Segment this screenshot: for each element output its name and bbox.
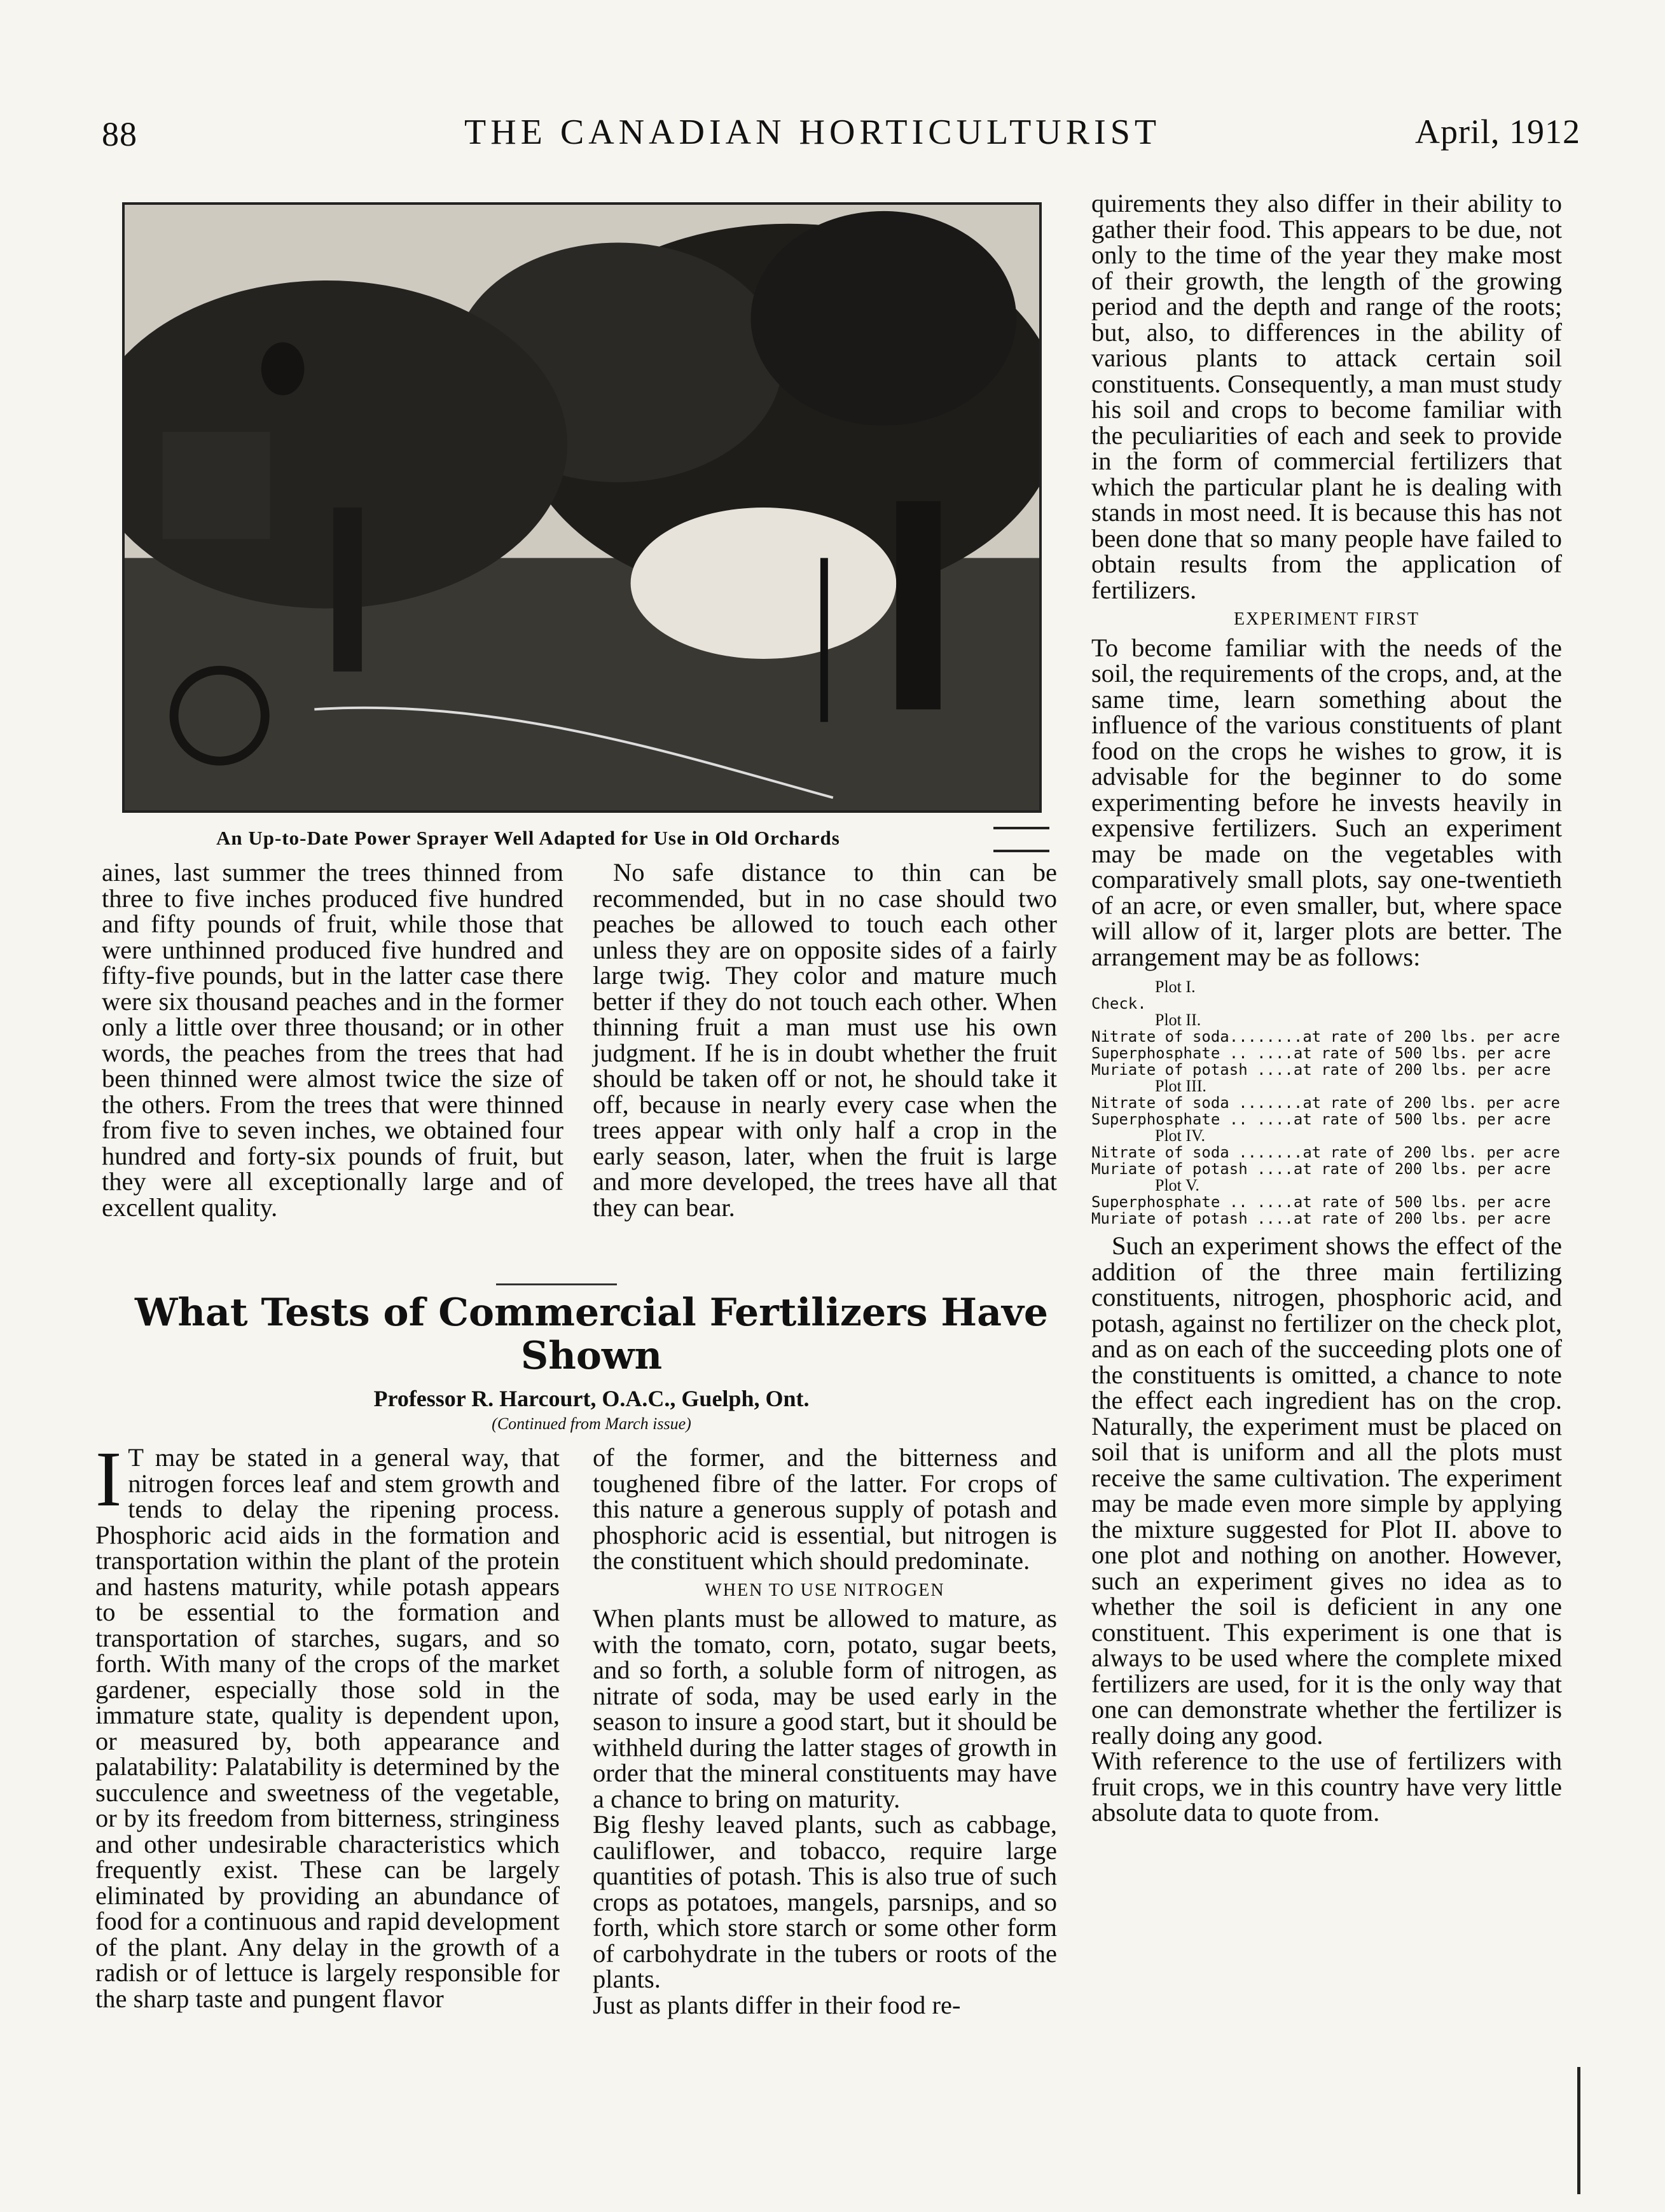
issue-date: April, 1912 bbox=[1415, 113, 1580, 151]
photo-caption: An Up-to-Date Power Sprayer Well Adapted for Use in Old Orchards bbox=[216, 827, 840, 849]
plot-label: Plot IV. bbox=[1155, 1126, 1205, 1145]
subhead-when-to-use-nitrogen: WHEN TO USE NITROGEN bbox=[705, 1580, 945, 1600]
article-title: What Tests of Commercial Fertilizers Have Shown bbox=[134, 1290, 1049, 1378]
orchard-photo-icon bbox=[125, 205, 1039, 810]
col2-para-2: When plants must be allowed to mature, as with the tomato, corn, potato, sugar beets, and so forth, a soluble form of nitrogen, as nitrate of soda, may be used early in the season to insure a good start, but it should be withheld during the latter stages of growth in order that the mineral constituents may have a chance to bring on maturity. bbox=[593, 1604, 1057, 1813]
plot-label: Plot I. bbox=[1155, 978, 1196, 996]
plot-row: Nitrate of soda .......at rate of 200 lbs. per acre bbox=[1091, 1094, 1560, 1112]
journal-title: THE CANADIAN HORTICULTURIST bbox=[464, 113, 1161, 152]
prev-article-col1 bbox=[102, 860, 563, 1220]
plot-row: Muriate of potash ....at rate of 200 lbs. per acre bbox=[1091, 1210, 1551, 1227]
plot-4 bbox=[1091, 1128, 1562, 1177]
engraver-mark-icon bbox=[993, 827, 1049, 852]
margin-bar bbox=[1577, 2067, 1580, 2194]
drop-cap: I bbox=[95, 1435, 122, 1523]
plot-row: Check. bbox=[1091, 995, 1147, 1013]
plot-row: Superphosphate .. ....at rate of 500 lbs. per acre bbox=[1091, 1044, 1551, 1062]
prev-col2-text: No safe distance to thin can be recommended, but in no case should two peaches be allowed to touch each other unless they are on opposite sides of a fairly large twig. They color and mature much better if they do not touch each other. When thinning fruit a man must use his own judgment. If he is in doubt whether the fruit should be taken off or not, he should take it off, because in nearly every case when the trees appear with only half a crop in the early season, later, when the fruit is large and more developed, the trees have all that they can bear. bbox=[593, 858, 1057, 1222]
subhead-experiment-first: EXPERIMENT FIRST bbox=[1233, 609, 1420, 629]
plot-label: Plot II. bbox=[1155, 1011, 1201, 1029]
col2-para-4: Just as plants differ in their food re- bbox=[593, 1990, 961, 2019]
col2-para-3: Big fleshy leaved plants, such as cabbage, cauliflower, and tobacco, require large quantities of potash. This is also true of such crops as potatoes, mangels, parsnips, and so forth, which store starch or some other form of carbohydrate in the tubers or roots of the plants. bbox=[593, 1810, 1057, 1993]
continued-note: (Continued from March issue) bbox=[492, 1414, 691, 1433]
section-divider bbox=[496, 1283, 617, 1285]
article-col2 bbox=[593, 1445, 1057, 2018]
col3-para-1: quirements they also differ in their ability to gather their food. This appears to be due, not only to the time of the year they make most of their growth, the length of the growing period and the depth and range of the roots; but, also, to differences in the ability of various plants to attack certain soil constituents. Consequently, a man must study his soil and crops to become familiar with the peculiarities of each and seek to provide in the form of commercial fertilizers that which the particular plant he is dealing with stands in most need. It is because this has not been done that so many people have failed to obtain results from the application of fertilizers. bbox=[1091, 189, 1562, 604]
plot-table bbox=[1091, 979, 1562, 1227]
article-col1 bbox=[95, 1435, 560, 2013]
prev-article-col2 bbox=[593, 860, 1057, 1220]
plot-label: Plot V. bbox=[1155, 1176, 1199, 1194]
plot-row: Nitrate of soda .......at rate of 200 lbs. per acre bbox=[1091, 1144, 1560, 1161]
col3-para-4: With reference to the use of fertilizers with fruit crops, we in this country have very little absolute data to quote from. bbox=[1091, 1746, 1562, 1827]
plot-label: Plot III. bbox=[1155, 1077, 1206, 1095]
orchard-sprayer-photo bbox=[122, 202, 1042, 813]
plot-row: Superphosphate .. ....at rate of 500 lbs. per acre bbox=[1091, 1110, 1551, 1128]
prev-col1-text: aines, last summer the trees thinned from three to five inches produced five hundred and fifty pounds of fruit, while those that were unthinned produced five hundred and fifty-five pounds, but in the latter case there were six thousand peaches and in the former only a little over three thousand; or in other words, the peaches from the trees that had been thinned were almost twice the size of the others. From the trees that were thinned from five to seven inches, we obtained four hundred and forty-six pounds of fruit, but they were all exceptionally large and of excellent quality. bbox=[102, 858, 563, 1222]
plot-row: Muriate of potash ....at rate of 200 lbs. per acre bbox=[1091, 1061, 1551, 1079]
plot-5 bbox=[1091, 1177, 1562, 1227]
col2-para-1: of the former, and the bitterness and toughened fibre of the latter. For crops of this nature a generous supply of potash and phosphoric acid is essential, but nitrogen is the constituent which should predominate. bbox=[593, 1443, 1057, 1575]
plot-1 bbox=[1091, 979, 1562, 1012]
col3-para-2: To become familiar with the needs of the soil, the requirements of the crops, and, at the same time, learn something about the influence of the various constituents of plant food on the crops he wishes to grow, it is advisable for the beginner to do some experimenting before he invests heavily in expensive fertilizers. Such an experiment may be made on the vegetables with comparatively small plots, say one-twentieth of an acre, or even smaller, but, where space will allow of it, larger plots are better. The arrangement may be as follows: bbox=[1091, 633, 1562, 971]
article-col3 bbox=[1091, 191, 1562, 1826]
plot-3 bbox=[1091, 1078, 1562, 1128]
page-number: 88 bbox=[102, 115, 137, 153]
plot-row: Muriate of potash ....at rate of 200 lbs. per acre bbox=[1091, 1160, 1551, 1178]
plot-row: Nitrate of soda........at rate of 200 lbs. per acre bbox=[1091, 1028, 1560, 1046]
col1-text: T may be stated in a general way, that nitrogen forces leaf and stem growth and tends to delay the ripening process. Phosphoric acid aids in the formation and transportation within the plant of the protein and hastens maturity, while potash appears to be essential to the formation and transportation of starches, sugars, and so forth. With many of the crops of the market gardener, especially those sold in the immature state, quality is dependent upon, or measured by, both appearance and palatability: Palatability is determined by the succulence and sweetness of the vegetable, or by its freedom from bitterness, stringiness and other undesirable characteristics which frequently exist. These can be largely eliminated by providing an abundance of food for a continuous and rapid development of the plant. Any delay in the growth of a radish or of lettuce is largely responsible for the sharp taste and pungent flavor bbox=[95, 1443, 560, 2013]
plot-row: Superphosphate .. ....at rate of 500 lbs. per acre bbox=[1091, 1193, 1551, 1211]
article-byline: Professor R. Harcourt, O.A.C., Guelph, Ont. bbox=[373, 1386, 810, 1411]
col3-para-3: Such an experiment shows the effect of the addition of the three main fertilizing constituents, nitrogen, phosphoric acid, and potash, against no fertilizer on the check plot, and as on each of the succeeding plots one of the constituents is omitted, a chance to note the effect each ingredient has on the crop. Naturally, the experiment must be placed on soil that is uniform and all the plots must receive the same cultivation. The experiment may be made even more simple by applying the mixture suggested for Plot II. above to one plot and nothing on another. However, such an experiment gives no idea as to whether the soil is deficient in any one constituent. This experiment is one that is always to be used where the complete mixed fertilizers are used, for it is the only way that one can demonstrate whether the fertilizer is really doing any good. bbox=[1091, 1231, 1562, 1750]
plot-2 bbox=[1091, 1012, 1562, 1078]
